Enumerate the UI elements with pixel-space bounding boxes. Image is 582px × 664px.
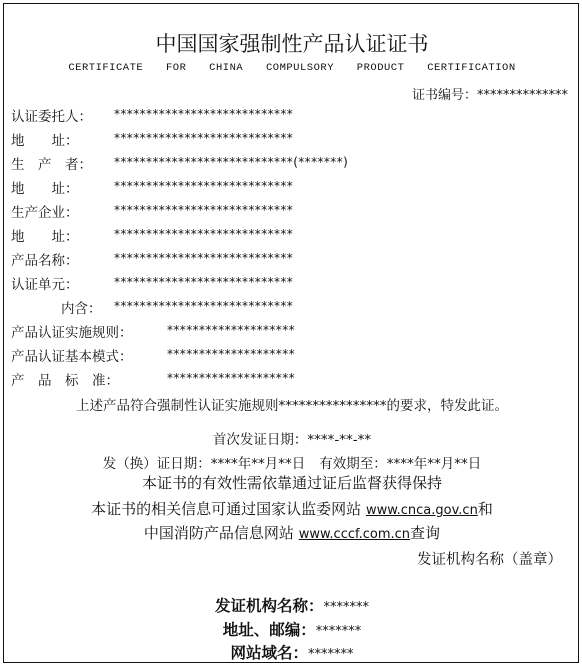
valid-until-label: 有效期至： (319, 456, 387, 472)
certificate-subtitle: CERTIFICATE FOR CHINA COMPULSORY PRODUCT CERTIFICATION (68, 62, 516, 74)
valid-until-value: ****年**月**日 (386, 456, 482, 472)
issuer-name (4, 594, 580, 616)
field-label-applicant-address: 地 址： (11, 133, 79, 149)
issuer-address-label: 地址、邮编： (222, 621, 316, 639)
declaration-text: 上述产品符合强制性认证实施规则****************的要求，特发此证。 (76, 398, 508, 414)
query-note-line1 (4, 498, 580, 519)
field-value-includes: **************************** (114, 299, 294, 313)
issuer-name-label: 发证机构名称： (214, 597, 324, 615)
field-value-standard: ******************** (167, 371, 295, 385)
field-value-unit: **************************** (114, 275, 294, 289)
cnca-website-link[interactable]: www.cnca.gov.cn (365, 503, 478, 518)
certificate-title: 中国国家强制性产品认证证书 (155, 32, 429, 56)
field-value-applicant-address: **************************** (114, 131, 294, 145)
issuer-website-label: 网站域名： (230, 644, 308, 662)
field-label-unit: 认证单元： (11, 277, 79, 293)
field-label-manufacturer-address: 地 址： (11, 181, 79, 197)
field-label-standard: 产 品 标 准： (11, 373, 119, 389)
issue-date-label: 发（换）证日期： (102, 456, 211, 472)
issuer-website (4, 641, 580, 663)
issue-and-validity (4, 452, 580, 472)
field-label-mode: 产品认证基本模式： (11, 349, 133, 365)
issuer-website-value: ******* (308, 647, 354, 662)
issuer-address (4, 618, 580, 640)
query-note-text: 本证书的相关信息可通过国家认监委网站 (91, 500, 362, 518)
field-value-mode: ******************** (167, 347, 295, 361)
certificate-number (412, 84, 568, 103)
field-label-factory: 生产企业： (11, 205, 79, 221)
issuer-address-value: ******* (315, 624, 362, 639)
first-issue-label: 首次发证日期： (212, 432, 308, 448)
first-issue-value: ****-**-** (307, 432, 372, 448)
certificate-number-value: ************** (477, 88, 568, 103)
field-label-manufacturer: 生 产 者： (11, 157, 92, 173)
query-note-line2 (4, 522, 580, 543)
field-value-rules: ******************** (167, 323, 295, 337)
field-value-applicant: **************************** (114, 107, 294, 121)
field-label-factory-address: 地 址： (11, 229, 79, 245)
issuer-name-value: ******* (323, 600, 369, 615)
field-label-applicant: 认证委托人： (11, 109, 92, 125)
cccf-website-link[interactable]: www.cccf.com.cn (298, 527, 411, 542)
certificate-number-label: 证书编号： (411, 88, 477, 103)
cccf-site-text: 中国消防产品信息网站 (143, 524, 294, 542)
field-label-rules: 产品认证实施规则： (11, 325, 133, 341)
field-value-manufacturer: ****************************(*******) (114, 155, 349, 169)
issuer-signature: 发证机构名称（盖章） (417, 552, 562, 568)
query-note-and: 和 (477, 500, 493, 518)
field-label-includes: 内含： (61, 301, 102, 317)
field-value-factory-address: **************************** (114, 227, 294, 241)
certificate-frame (3, 3, 579, 663)
field-value-factory: **************************** (114, 203, 294, 217)
first-issue-date (4, 428, 580, 448)
validity-note: 本证书的有效性需依靠通过证后监督获得保持 (141, 474, 442, 492)
field-value-manufacturer-address: **************************** (114, 179, 294, 193)
query-note-suffix: 查询 (410, 524, 441, 542)
field-value-product-name: **************************** (114, 251, 294, 265)
issue-date-value: ****年**月**日 (210, 456, 306, 472)
field-label-product-name: 产品名称： (11, 253, 79, 269)
